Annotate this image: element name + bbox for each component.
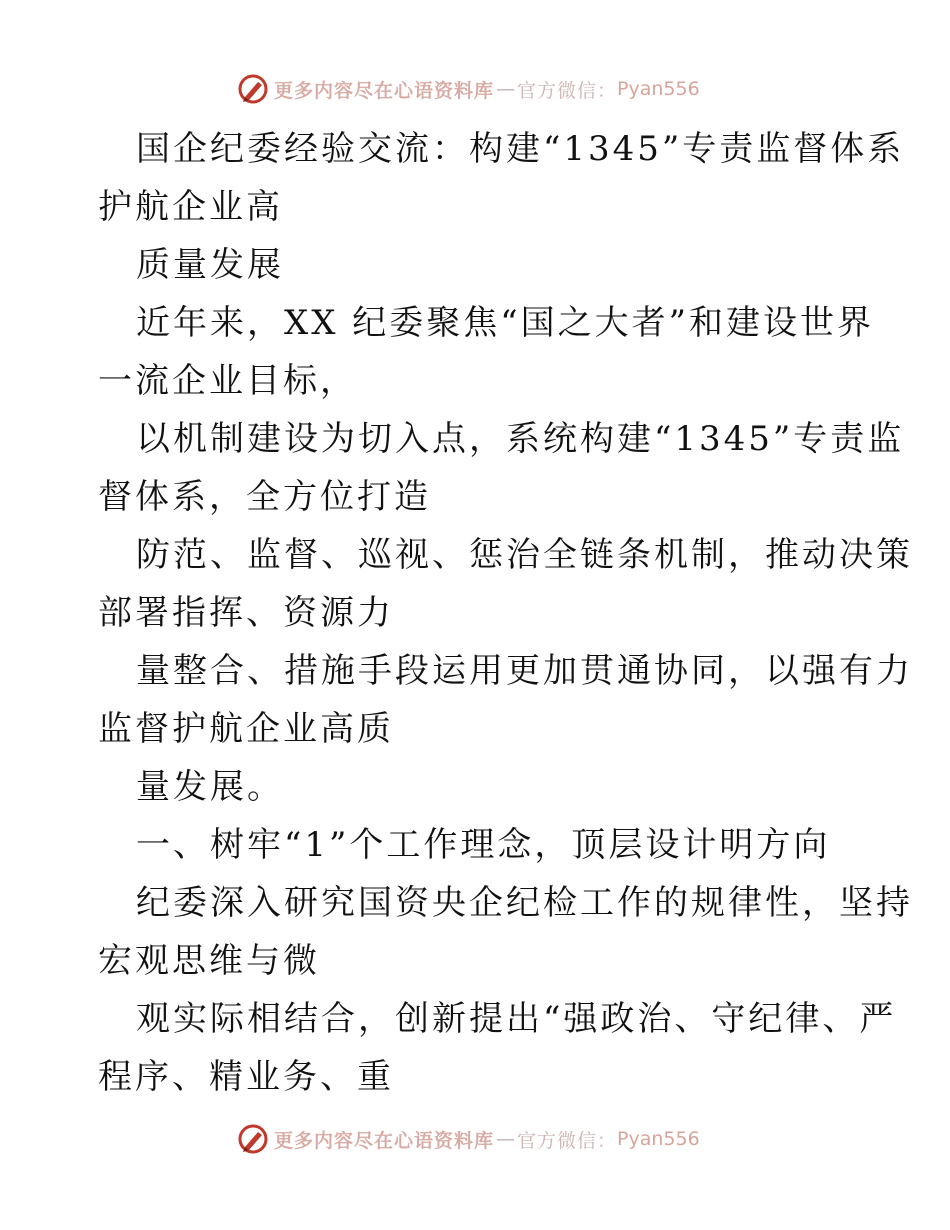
title-line-3: 质量发展 <box>136 245 284 285</box>
paragraph-line: 以机制建设为切入点，系统构建“1345”专责监 <box>136 419 905 459</box>
paragraph-line: 量整合、措施手段运用更加贯通协同，以强有力 <box>136 651 913 691</box>
wechat-label: 官方微信： <box>517 1129 618 1152</box>
title-line-1: 国企纪委经验交流：构建“1345”专责监督体系 <box>136 129 905 169</box>
paragraph-line: 一流企业目标， <box>98 361 357 401</box>
paragraph-line: 督体系，全方位打造 <box>98 477 431 517</box>
brand-text: 更多内容尽在心语资料库 <box>274 79 495 102</box>
header-banner <box>236 72 700 106</box>
footer-banner <box>236 1122 700 1156</box>
pen-logo-icon <box>236 1122 270 1156</box>
banner-separator: — <box>496 78 516 100</box>
paragraph-line: 部署指挥、资源力 <box>98 593 394 633</box>
paragraph-line: 监督护航企业高质 <box>98 709 394 749</box>
pen-logo-icon <box>236 72 270 106</box>
paragraph-line: 近年来，XX 纪委聚焦“国之大者”和建设世界 <box>136 303 874 343</box>
paragraph-line: 宏观思维与微 <box>98 941 320 981</box>
paragraph-line: 纪委深入研究国资央企纪检工作的规律性，坚持 <box>136 883 913 923</box>
wechat-id: Pyan556 <box>617 1128 700 1150</box>
paragraph-line: 量发展。 <box>136 767 284 807</box>
banner-separator: — <box>496 1128 516 1150</box>
section-heading: 一、树牢“1”个工作理念，顶层设计明方向 <box>136 825 831 865</box>
brand-text: 更多内容尽在心语资料库 <box>274 1129 495 1152</box>
paragraph-line: 程序、精业务、重 <box>98 1057 394 1097</box>
title-line-2: 护航企业高 <box>98 187 283 227</box>
paragraph-line: 防范、监督、巡视、惩治全链条机制，推动决策 <box>136 535 913 575</box>
document-body <box>98 120 913 1106</box>
paragraph-line: 观实际相结合，创新提出“强政治、守纪律、严 <box>136 999 897 1039</box>
wechat-id: Pyan556 <box>617 78 700 100</box>
wechat-label: 官方微信： <box>517 79 618 102</box>
